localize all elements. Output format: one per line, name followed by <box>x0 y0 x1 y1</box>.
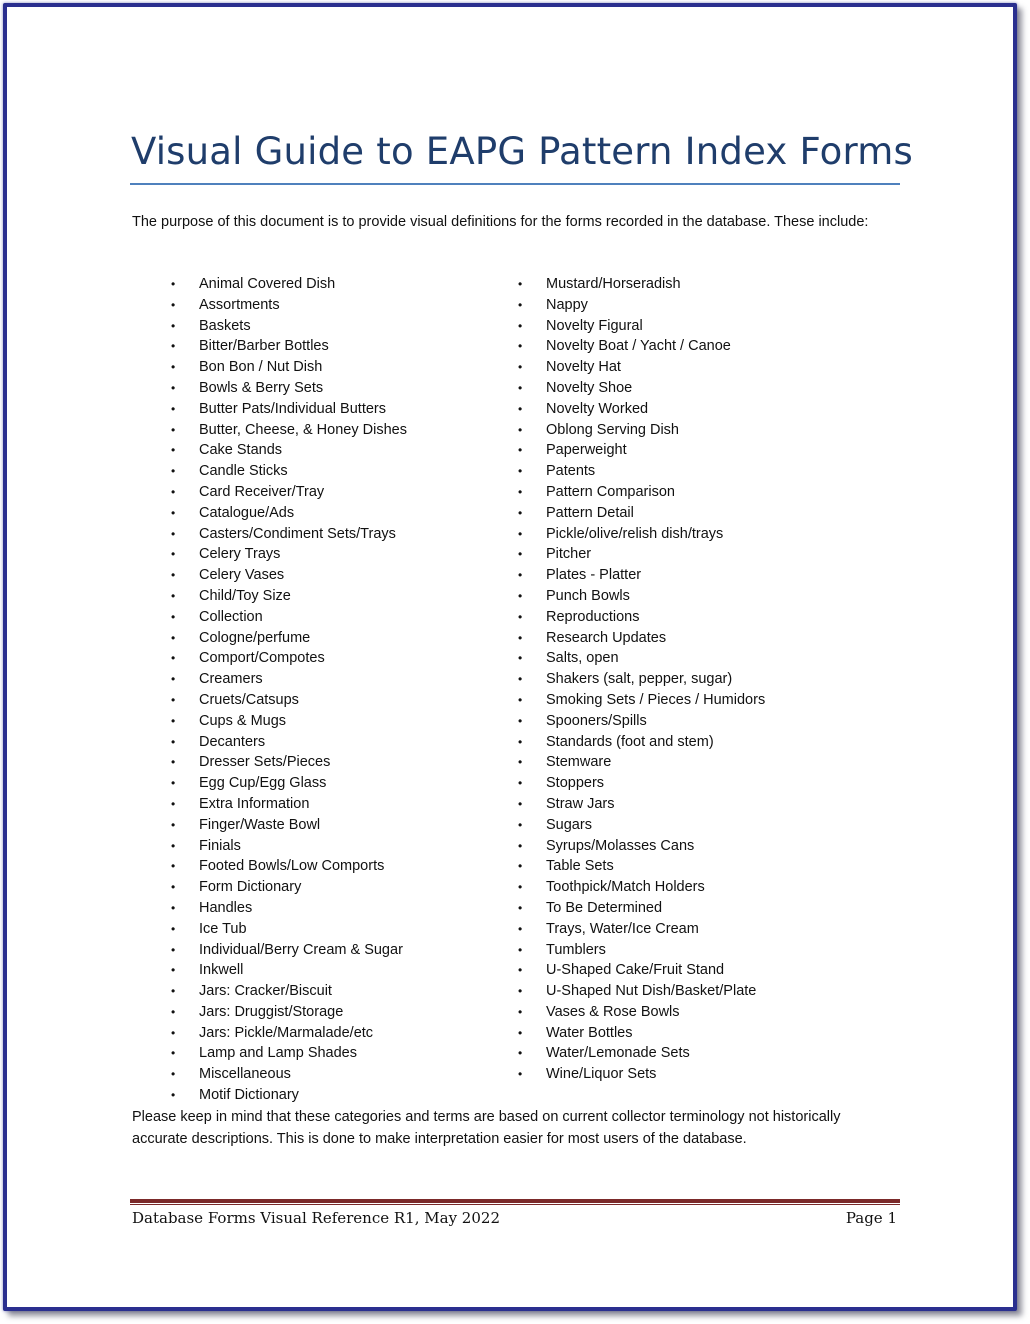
bullet-icon: • <box>171 651 176 666</box>
intro-paragraph: The purpose of this document is to provide visual definitions for the forms recorded in the database. These include: <box>132 214 869 230</box>
list-item <box>171 940 491 961</box>
list-item-label: Collection <box>199 608 263 625</box>
list-item <box>171 752 491 773</box>
list-item-label: To Be Determined <box>546 899 663 916</box>
bullet-icon: • <box>518 443 523 458</box>
list-item <box>518 669 878 690</box>
bullet-icon: • <box>171 900 176 915</box>
bullet-icon: • <box>171 568 176 583</box>
list-item-label: Patents <box>546 463 596 480</box>
list-item-label: Novelty Hat <box>546 359 621 376</box>
list-item <box>171 1043 491 1064</box>
bullet-icon: • <box>518 755 523 770</box>
list-item-label: Research Updates <box>546 629 667 646</box>
bullet-icon: • <box>171 880 176 895</box>
list-item <box>171 856 491 877</box>
list-item <box>171 960 491 981</box>
bullet-icon: • <box>518 630 523 645</box>
list-item-label: Oblong Serving Dish <box>546 421 679 438</box>
bullet-icon: • <box>171 422 176 437</box>
list-item <box>171 919 491 940</box>
list-item-label: Mustard/Horseradish <box>546 276 681 292</box>
list-item-label: Lamp and Lamp Shades <box>199 1045 357 1062</box>
list-item-label: Animal Covered Dish <box>199 276 336 292</box>
bullet-icon: • <box>518 297 523 312</box>
footer-rule-thick <box>130 1199 900 1203</box>
bullet-icon: • <box>171 547 176 562</box>
list-item <box>518 295 878 316</box>
bullet-icon: • <box>518 422 523 437</box>
list-item-label: Novelty Figural <box>546 317 643 334</box>
bullet-icon: • <box>171 776 176 791</box>
list-item <box>518 482 878 503</box>
list-item <box>518 336 878 357</box>
list-item <box>171 544 491 565</box>
bullet-icon: • <box>518 339 523 354</box>
list-item-label: Butter Pats/Individual Butters <box>199 400 386 417</box>
bullet-icon: • <box>518 796 523 811</box>
list-item-label: Salts, open <box>546 650 619 667</box>
bullet-icon: • <box>171 401 176 416</box>
list-item-label: Individual/Berry Cream & Sugar <box>199 941 403 958</box>
list-item <box>171 586 491 607</box>
bullet-icon: • <box>518 401 523 416</box>
bullet-icon: • <box>518 568 523 583</box>
list-item-label: Syrups/Molasses Cans <box>546 837 695 854</box>
list-item <box>171 482 491 503</box>
bullet-icon: • <box>171 734 176 749</box>
list-item <box>518 981 878 1002</box>
list-item-label: Straw Jars <box>546 795 615 812</box>
list-item-label: Jars: Druggist/Storage <box>199 1003 344 1020</box>
list-item-label: Smoking Sets / Pieces / Humidors <box>546 691 766 708</box>
list-item <box>518 648 878 669</box>
list-item <box>171 815 491 836</box>
list-item-label: Paperweight <box>546 442 627 459</box>
list-item <box>518 461 878 482</box>
bullet-icon: • <box>518 484 523 499</box>
list-item-label: Bowls & Berry Sets <box>199 379 324 396</box>
list-item-label: Novelty Worked <box>546 400 649 417</box>
bullet-icon: • <box>171 277 176 291</box>
bullet-icon: • <box>518 984 523 999</box>
list-item <box>518 1043 878 1064</box>
list-item <box>518 524 878 545</box>
bullet-icon: • <box>518 505 523 520</box>
list-item <box>171 357 491 378</box>
list-item-label: Form Dictionary <box>199 879 302 896</box>
bullet-icon: • <box>171 380 176 395</box>
bullet-icon: • <box>518 1004 523 1019</box>
bullet-icon: • <box>518 588 523 603</box>
list-item-label: Shakers (salt, pepper, sugar) <box>546 671 733 688</box>
list-item-label: Cake Stands <box>199 442 283 459</box>
list-item-label: U-Shaped Nut Dish/Basket/Plate <box>546 983 757 1000</box>
list-item <box>171 1002 491 1023</box>
list-item <box>518 1023 878 1044</box>
list-item <box>171 399 491 420</box>
bullet-icon: • <box>171 1025 176 1040</box>
list-item <box>171 607 491 628</box>
bullet-icon: • <box>518 880 523 895</box>
bullet-icon: • <box>518 859 523 874</box>
list-item <box>171 628 491 649</box>
bullet-icon: • <box>518 921 523 936</box>
list-item-label: Candle Sticks <box>199 463 288 480</box>
bullet-icon: • <box>518 817 523 832</box>
bullet-icon: • <box>171 984 176 999</box>
bullet-icon: • <box>518 609 523 624</box>
bullet-icon: • <box>518 380 523 395</box>
bullet-icon: • <box>171 297 176 312</box>
list-item-label: Assortments <box>199 296 280 313</box>
list-item <box>518 732 878 753</box>
list-item-label: Toothpick/Match Holders <box>546 879 705 896</box>
list-item <box>171 836 491 857</box>
list-item-label: Motif Dictionary <box>199 1087 299 1104</box>
bullet-icon: • <box>171 318 176 333</box>
bullet-icon: • <box>518 713 523 728</box>
bullet-icon: • <box>518 318 523 333</box>
list-item <box>518 378 878 399</box>
list-item-label: Pattern Detail <box>546 504 634 521</box>
list-item-label: Plates - Platter <box>546 567 642 584</box>
list-item-label: Punch Bowls <box>546 587 630 604</box>
list-item <box>518 1002 878 1023</box>
bullet-icon: • <box>171 755 176 770</box>
bullet-icon: • <box>171 963 176 978</box>
list-item <box>518 815 878 836</box>
bullet-icon: • <box>171 838 176 853</box>
bullet-icon: • <box>171 339 176 354</box>
list-item-label: Nappy <box>546 296 588 313</box>
list-item-label: Standards (foot and stem) <box>546 733 714 750</box>
bullet-icon: • <box>171 1088 176 1103</box>
document-title: Visual Guide to EAPG Pattern Index Forms <box>131 130 913 173</box>
list-item-label: Pitcher <box>546 546 592 563</box>
list-item <box>518 898 878 919</box>
list-item <box>171 711 491 732</box>
list-item <box>171 648 491 669</box>
title-underline <box>130 183 900 185</box>
list-item <box>518 711 878 732</box>
list-item-label: Decanters <box>199 733 266 750</box>
list-item-label: Stoppers <box>546 775 605 792</box>
list-item-label: Footed Bowls/Low Comports <box>199 858 385 875</box>
list-item-label: Ice Tub <box>199 920 247 937</box>
list-item <box>518 503 878 524</box>
list-item <box>171 503 491 524</box>
list-item-label: Inkwell <box>199 962 244 979</box>
list-item <box>518 316 878 337</box>
list-item <box>171 316 491 337</box>
bullet-icon: • <box>518 672 523 687</box>
bullet-icon: • <box>518 1046 523 1061</box>
list-item <box>171 524 491 545</box>
list-item-label: Finger/Waste Bowl <box>199 816 321 833</box>
list-item-label: Stemware <box>546 754 612 771</box>
bullet-icon: • <box>171 1046 176 1061</box>
list-item-label: Cups & Mugs <box>199 712 287 729</box>
list-item <box>171 565 491 586</box>
list-item <box>518 877 878 898</box>
list-item <box>518 752 878 773</box>
bullet-icon: • <box>518 776 523 791</box>
bullet-icon: • <box>518 1025 523 1040</box>
bullet-icon: • <box>518 942 523 957</box>
form-list-right <box>518 274 878 1085</box>
list-item <box>171 295 491 316</box>
list-item <box>518 420 878 441</box>
bullet-icon: • <box>171 526 176 541</box>
bullet-icon: • <box>171 360 176 375</box>
list-item-label: Finials <box>199 837 241 854</box>
list-item-label: Catalogue/Ads <box>199 504 295 521</box>
footer-rule-thin <box>130 1204 900 1205</box>
list-item-label: Water/Lemonade Sets <box>546 1045 690 1062</box>
list-item <box>518 856 878 877</box>
list-item <box>171 1085 491 1106</box>
bullet-icon: • <box>171 588 176 603</box>
bullet-icon: • <box>518 360 523 375</box>
bullet-icon: • <box>171 464 176 479</box>
bullet-icon: • <box>518 464 523 479</box>
bullet-icon: • <box>518 277 523 291</box>
bullet-icon: • <box>171 796 176 811</box>
bullet-icon: • <box>518 838 523 853</box>
list-item <box>171 378 491 399</box>
bullet-icon: • <box>171 609 176 624</box>
list-item <box>171 1023 491 1044</box>
footer-page-number: Page 1 <box>845 1209 897 1227</box>
closing-paragraph: Please keep in mind that these categories and terms are based on current collector terminology not historically accurate descriptions. This is done to make interpretation easier for most users of the database. <box>132 1109 841 1147</box>
list-item <box>171 1064 491 1085</box>
list-item <box>518 1064 878 1085</box>
bullet-icon: • <box>518 651 523 666</box>
list-item <box>171 669 491 690</box>
list-item-label: Miscellaneous <box>199 1066 291 1083</box>
list-item-label: Spooners/Spills <box>546 712 647 729</box>
list-item <box>171 898 491 919</box>
list-item <box>518 919 878 940</box>
list-item-label: Dresser Sets/Pieces <box>199 754 331 771</box>
list-item-label: Celery Trays <box>199 546 281 563</box>
bullet-icon: • <box>171 505 176 520</box>
list-item <box>518 794 878 815</box>
bullet-icon: • <box>171 443 176 458</box>
list-item-label: Creamers <box>199 671 263 688</box>
list-item <box>171 732 491 753</box>
list-item-label: Handles <box>199 899 253 916</box>
list-item <box>518 836 878 857</box>
list-item-label: Celery Vases <box>199 567 285 584</box>
bullet-icon: • <box>171 692 176 707</box>
list-item-label: Water Bottles <box>546 1024 633 1041</box>
list-item-label: Trays, Water/Ice Cream <box>546 920 699 937</box>
list-item-label: U-Shaped Cake/Fruit Stand <box>546 962 725 979</box>
list-item <box>518 773 878 794</box>
list-item-label: Extra Information <box>199 795 310 812</box>
bullet-icon: • <box>171 942 176 957</box>
list-item-label: Cologne/perfume <box>199 629 311 646</box>
list-item-label: Jars: Pickle/Marmalade/etc <box>199 1024 374 1041</box>
bullet-icon: • <box>171 484 176 499</box>
list-item-label: Bitter/Barber Bottles <box>199 338 329 355</box>
list-item <box>171 794 491 815</box>
bullet-icon: • <box>518 547 523 562</box>
list-item <box>518 690 878 711</box>
list-item <box>171 336 491 357</box>
list-item-label: Cruets/Catsups <box>199 691 299 708</box>
list-item-label: Novelty Boat / Yacht / Canoe <box>546 338 731 355</box>
bullet-icon: • <box>171 672 176 687</box>
bullet-icon: • <box>171 630 176 645</box>
bullet-icon: • <box>518 1067 523 1082</box>
bullet-icon: • <box>518 900 523 915</box>
list-item-label: Vases & Rose Bowls <box>546 1003 680 1020</box>
list-item <box>171 877 491 898</box>
bullet-icon: • <box>518 526 523 541</box>
list-item <box>518 440 878 461</box>
list-item-label: Wine/Liquor Sets <box>546 1066 657 1083</box>
list-item-label: Tumblers <box>546 941 606 958</box>
list-item <box>171 274 491 295</box>
list-item-label: Reproductions <box>546 608 640 625</box>
list-item <box>518 960 878 981</box>
list-item-label: Child/Toy Size <box>199 587 291 604</box>
list-item-label: Comport/Compotes <box>199 650 325 667</box>
list-item <box>518 274 878 295</box>
list-item-label: Sugars <box>546 816 592 833</box>
list-item <box>171 461 491 482</box>
list-item-label: Baskets <box>199 317 251 334</box>
list-item <box>171 773 491 794</box>
bullet-icon: • <box>518 963 523 978</box>
list-item-label: Bon Bon / Nut Dish <box>199 359 323 376</box>
list-item-label: Table Sets <box>546 858 614 875</box>
list-item <box>518 940 878 961</box>
list-item <box>518 357 878 378</box>
list-item <box>171 690 491 711</box>
list-item-label: Casters/Condiment Sets/Trays <box>199 525 396 542</box>
list-item-label: Card Receiver/Tray <box>199 483 325 500</box>
bullet-icon: • <box>171 921 176 936</box>
list-item-label: Egg Cup/Egg Glass <box>199 775 327 792</box>
list-item <box>518 586 878 607</box>
bullet-icon: • <box>171 859 176 874</box>
list-item <box>518 607 878 628</box>
list-item-label: Jars: Cracker/Biscuit <box>199 983 332 1000</box>
form-list-left <box>171 274 491 1106</box>
list-item <box>171 440 491 461</box>
list-item <box>518 628 878 649</box>
list-item <box>518 399 878 420</box>
bullet-icon: • <box>171 1004 176 1019</box>
bullet-icon: • <box>518 692 523 707</box>
list-item-label: Butter, Cheese, & Honey Dishes <box>199 421 407 438</box>
bullet-icon: • <box>171 817 176 832</box>
list-item-label: Pickle/olive/relish dish/trays <box>546 525 724 542</box>
list-item <box>518 565 878 586</box>
list-item-label: Pattern Comparison <box>546 483 675 500</box>
list-item <box>518 544 878 565</box>
bullet-icon: • <box>518 734 523 749</box>
footer-document-reference: Database Forms Visual Reference R1, May 2022 <box>132 1209 500 1227</box>
list-item <box>171 981 491 1002</box>
list-item-label: Novelty Shoe <box>546 379 633 396</box>
bullet-icon: • <box>171 1067 176 1082</box>
list-item <box>171 420 491 441</box>
bullet-icon: • <box>171 713 176 728</box>
